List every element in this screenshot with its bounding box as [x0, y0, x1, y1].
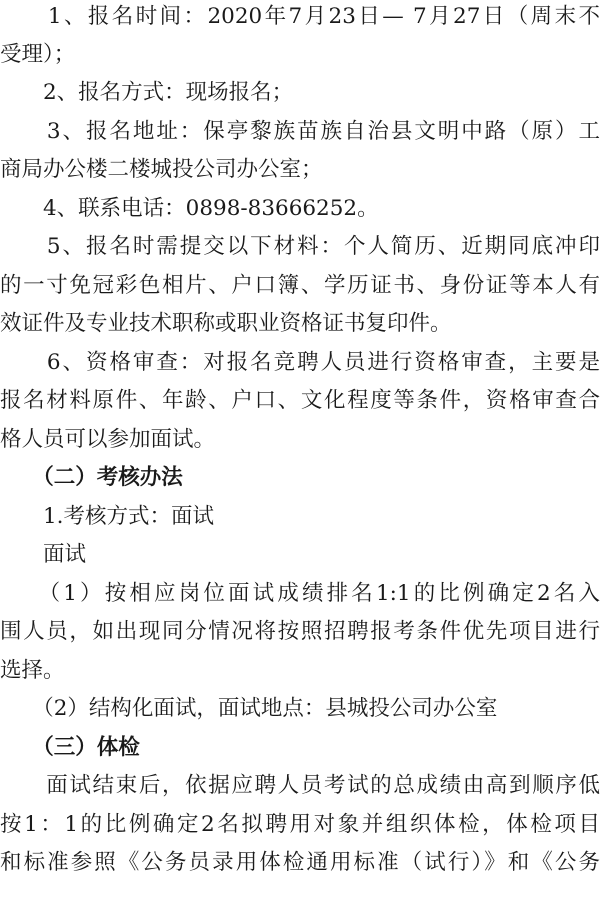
text-line: 格人员可以参加面试。: [0, 427, 216, 452]
text-line: 3、报名地址：保亭黎族苗族自治县文明中路（原）工: [0, 119, 600, 144]
text-line: 2、报名方式：现场报名；: [0, 80, 294, 105]
text-line: 和标准参照《公务员录用体检通用标准（试行）》和《公务: [0, 850, 600, 875]
section-heading: （三）体检: [0, 735, 140, 760]
text-line: 面试结束后，依据应聘人员考试的总成绩由高到顺序低: [0, 773, 600, 798]
text-line: 报名材料原件、年龄、户口、文化程度等条件，资格审查合: [0, 388, 600, 413]
text-line: （2）结构化面试，面试地点：县城投公司办公室: [0, 696, 498, 721]
text-line: 面试: [0, 542, 87, 567]
text-line: 选择。: [0, 658, 65, 683]
text-line: 5、报名时需提交以下材料：个人简历、近期同底冲印: [0, 234, 600, 259]
text-line: 的一寸免冠彩色相片、户口簿、学历证书、身份证等本人有: [0, 273, 600, 298]
text-line: 效证件及专业技术职称或职业资格证书复印件。: [0, 311, 452, 336]
text-line: （1）按相应岗位面试成绩排名1:1的比例确定2名入: [0, 581, 600, 606]
text-line: 按1：1的比例确定2名拟聘用对象并组织体检，体检项目: [0, 812, 600, 837]
section-heading: （二）考核办法: [0, 465, 183, 490]
text-line: 6、资格审查：对报名竞聘人员进行资格审查，主要是: [0, 350, 600, 375]
text-line: 商局办公楼二楼城投公司办公室；: [0, 157, 323, 182]
text-line: 受理）；: [0, 42, 76, 67]
text-line: 1.考核方式：面试: [0, 504, 215, 529]
text-line: 围人员，如出现同分情况将按照招聘报考条件优先项目进行: [0, 619, 600, 644]
text-line: 4、联系电话：0898-83666252。: [0, 196, 379, 221]
text-line: 1、报名时间：2020年7月23日— 7月27日（周末不: [0, 4, 600, 29]
